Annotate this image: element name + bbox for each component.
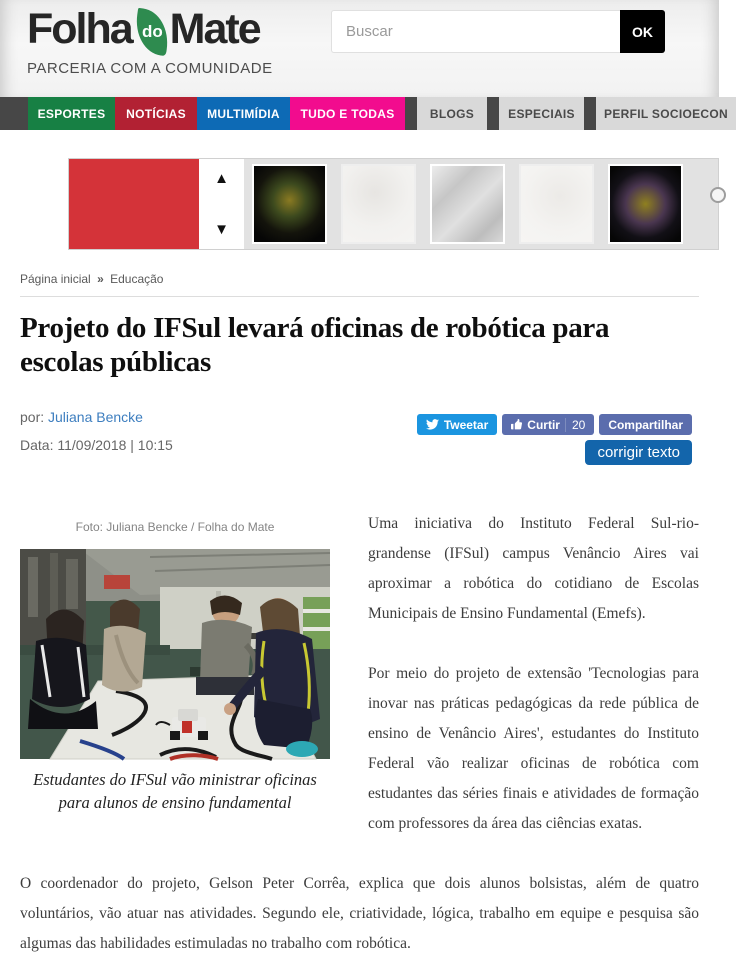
carousel-thumbnails [244, 159, 683, 249]
nav-item-tudo-e-todas[interactable]: TUDO E TODAS [290, 97, 405, 130]
media-carousel [68, 158, 719, 250]
tweet-button-label: Tweetar [443, 417, 489, 432]
logo-text-folha: Folha [27, 5, 132, 53]
date-label: Data: [20, 437, 54, 453]
carousel-thumbnail[interactable] [430, 164, 505, 244]
breadcrumb-divider [20, 296, 699, 297]
carousel-thumbnail[interactable] [519, 164, 594, 244]
logo-text-do: do [141, 22, 163, 41]
social-buttons [417, 414, 692, 465]
carousel-thumbnail[interactable] [608, 164, 683, 244]
carousel-arrows [199, 159, 244, 249]
breadcrumb [20, 272, 699, 286]
like-count-badge: 20 [565, 418, 585, 432]
search-bar [331, 10, 665, 53]
nav-item-perfil-socioeconomico[interactable]: PERFIL SOCIOECON [596, 97, 736, 130]
search-input[interactable] [331, 10, 620, 53]
nav-item-blogs[interactable]: BLOGS [417, 97, 487, 130]
nav-item-especiais[interactable]: ESPECIAIS [499, 97, 584, 130]
article-paragraph: Por meio do projeto de extensão 'Tecnologias para inovar nas práticas pedagógicas da rede pública de ensino de Venâncio Aires', estudantes do Instituto Federal vão realizar oficinas de robótica com estudantes das séries finais e atividades de formação com professores da área das ciências exatas. [368, 665, 699, 832]
leaf-logo-icon [132, 8, 172, 56]
site-logo[interactable] [27, 6, 273, 77]
correct-text-button[interactable]: corrigir texto [585, 440, 692, 465]
search-ok-button[interactable]: OK [620, 10, 665, 53]
facebook-like-button[interactable] [502, 414, 594, 435]
byline-row [20, 409, 699, 489]
carousel-thumbnail[interactable] [252, 164, 327, 244]
article-figure [20, 512, 330, 814]
article-paragraph: Uma iniciativa do Instituto Federal Sul-rio-grandense (IFSul) campus Venâncio Aires vai aproximar a robótica do cotidiano de Escolas Municipais de Ensino Fundamental (Emefs). [368, 515, 699, 622]
breadcrumb-section-educacao[interactable]: Educação [110, 272, 164, 286]
breadcrumb-home[interactable]: Página inicial [20, 272, 91, 286]
like-button-label: Curtir [527, 417, 560, 432]
carousel-up-arrow-icon[interactable]: ▲ [214, 170, 229, 187]
main-content [0, 272, 719, 959]
carousel-down-arrow-icon[interactable]: ▼ [214, 221, 229, 238]
logo-tagline: PARCERIA COM A COMUNIDADE [27, 60, 273, 77]
author-link[interactable]: Juliana Bencke [48, 409, 143, 425]
twitter-bird-icon [426, 419, 439, 430]
breadcrumb-separator: » [97, 272, 104, 286]
article-title: Projeto do IFSul levará oficinas de robótica para escolas públicas [20, 312, 610, 378]
nav-item-noticias[interactable]: NOTÍCIAS [115, 97, 197, 130]
article-paragraph: O coordenador do projeto, Gelson Peter Corrêa, explica que dois alunos bolsistas, além de quatro voluntários, vão atuar nas atividades. Segundo ele, criatividade, lógica, trabalho em equipe e pesquisa são algumas das habilidades estimuladas no trabalho com robótica. [20, 875, 699, 952]
article-body [20, 509, 699, 959]
carousel-thumbnail[interactable] [341, 164, 416, 244]
nav-item-multimidia[interactable]: MULTIMÍDIA [197, 97, 290, 130]
photo-credit: Foto: Juliana Bencke / Folha do Mate [75, 520, 275, 534]
site-header [0, 0, 719, 97]
clipped-widget-icon [710, 187, 726, 203]
byline-label: por: [20, 409, 45, 425]
facebook-share-button[interactable]: Compartilhar [599, 414, 692, 435]
photo-caption: Estudantes do IFSul vão ministrar oficinas para alunos de ensino fundamental [33, 770, 317, 812]
article-photo[interactable] [20, 549, 330, 759]
tweet-button[interactable] [417, 414, 497, 435]
article-date: 11/09/2018 | 10:15 [57, 437, 173, 453]
photo-illustration [20, 549, 330, 759]
carousel-featured-tile[interactable] [69, 159, 199, 249]
logo-text-mate: Mate [169, 5, 260, 53]
thumbs-up-icon [511, 419, 522, 430]
main-nav [0, 97, 728, 130]
nav-item-esportes[interactable]: ESPORTES [28, 97, 115, 130]
